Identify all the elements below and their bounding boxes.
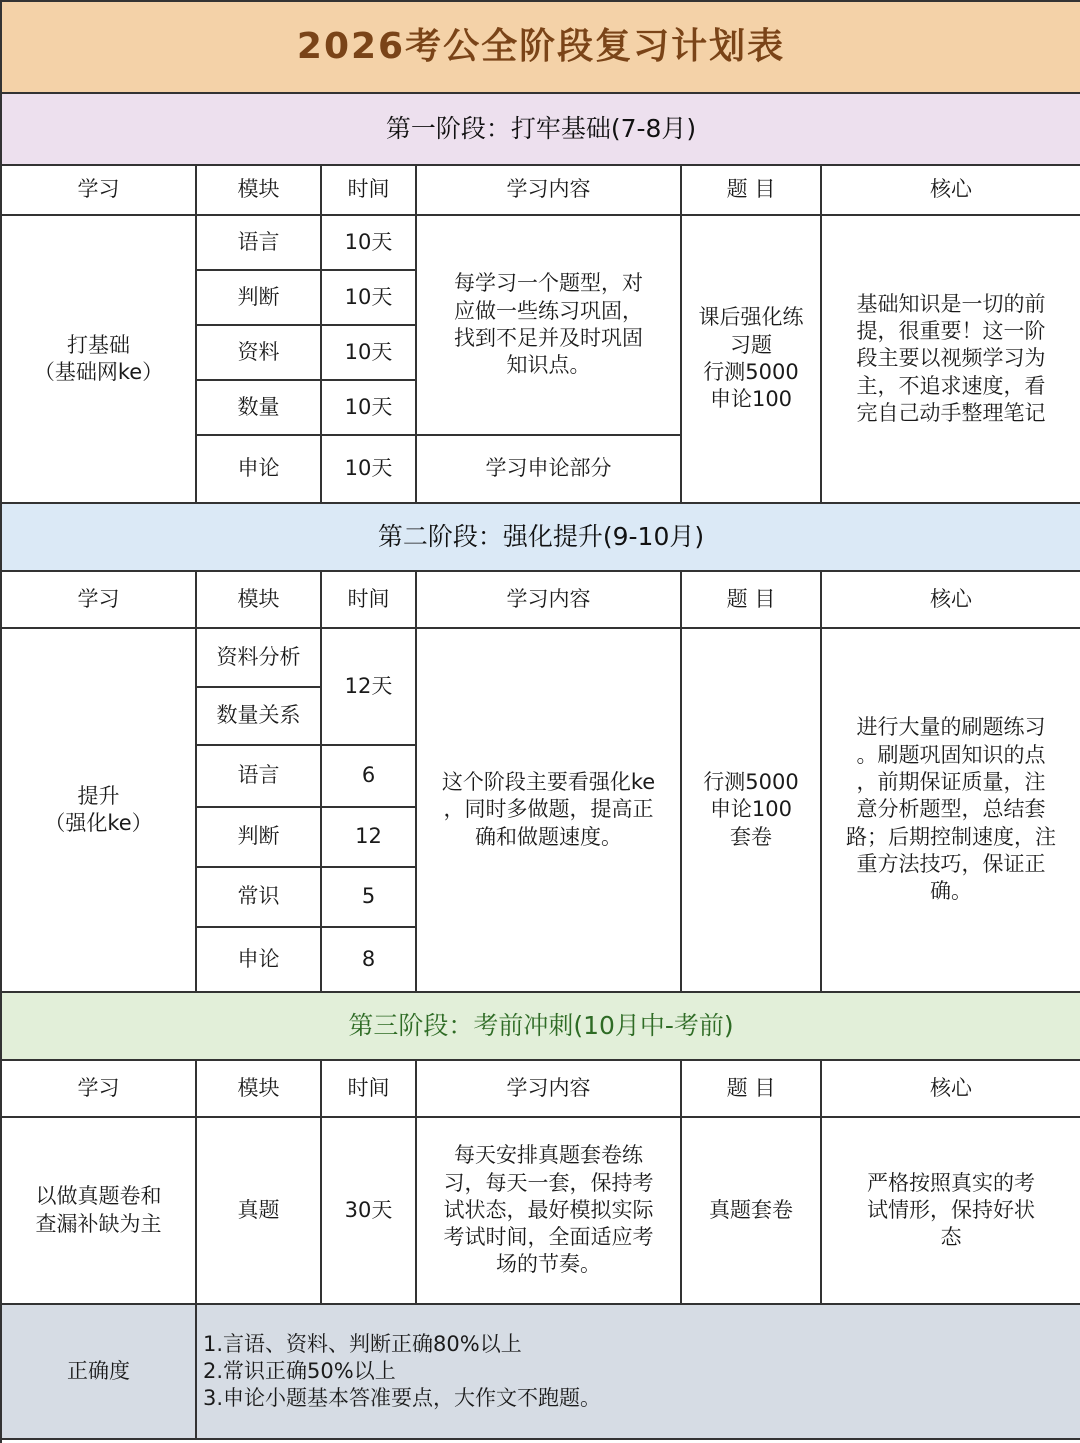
header-questions: 题 目 <box>682 166 822 216</box>
phase2-merged-time: 12天 <box>322 629 417 746</box>
phase1-time: 10天 <box>322 216 417 271</box>
phase1-time: 10天 <box>322 326 417 381</box>
phase2-core: 进行大量的刷题练习 。刷题巩固知识的点 ，前期保证质量，注 意分析题型，总结套 路；后期控制速度，注 重方法技巧，保证正 确。 <box>822 629 1080 993</box>
phase2-time: 8 <box>322 928 417 993</box>
page-title: 2026考公全阶段复习计划表 <box>2 2 1080 94</box>
phase2-module: 判断 <box>197 808 322 868</box>
header-content: 学习内容 <box>417 572 682 629</box>
header-study: 学习 <box>2 1061 197 1118</box>
header-time: 时间 <box>322 1061 417 1118</box>
phase1-module: 数量 <box>197 381 322 436</box>
phase1-module: 语言 <box>197 216 322 271</box>
header-time: 时间 <box>322 166 417 216</box>
header-core: 核心 <box>822 166 1080 216</box>
accuracy-targets: 1.言语、资料、判断正确80%以上 2.常识正确50%以上 3.申论小题基本答准要点，大作文不跑题。 <box>197 1305 1080 1440</box>
phase1-module: 判断 <box>197 271 322 326</box>
phase1-shenlun-content: 学习申论部分 <box>417 436 682 504</box>
phase1-study: 打基础 （基础网ke） <box>2 216 197 504</box>
phase1-time: 10天 <box>322 271 417 326</box>
phase3-core: 严格按照真实的考 试情形，保持好状 态 <box>822 1118 1080 1305</box>
header-core: 核心 <box>822 1061 1080 1118</box>
phase1-module: 申论 <box>197 436 322 504</box>
header-content: 学习内容 <box>417 166 682 216</box>
phase1-title: 第一阶段：打牢基础(7-8月) <box>2 94 1080 166</box>
phase3-module: 真题 <box>197 1118 322 1305</box>
header-core: 核心 <box>822 572 1080 629</box>
phase1-time: 10天 <box>322 381 417 436</box>
phase2-title: 第二阶段：强化提升(9-10月) <box>2 504 1080 572</box>
phase3-title: 第三阶段：考前冲刺(10月中-考前) <box>2 993 1080 1061</box>
header-module: 模块 <box>197 572 322 629</box>
phase2-questions: 行测5000 申论100 套卷 <box>682 629 822 993</box>
phase3-content: 每天安排真题套卷练 习，每天一套，保持考 试状态，最好模拟实际 考试时间，全面适应考 场的节奏。 <box>417 1118 682 1305</box>
header-questions: 题 目 <box>682 572 822 629</box>
phase1-time: 10天 <box>322 436 417 504</box>
phase3-questions: 真题套卷 <box>682 1118 822 1305</box>
header-study: 学习 <box>2 166 197 216</box>
accuracy-label: 正确度 <box>2 1305 197 1440</box>
phase2-module: 常识 <box>197 868 322 928</box>
phase2-time: 5 <box>322 868 417 928</box>
phase1-core: 基础知识是一切的前 提，很重要！这一阶 段主要以视频学习为 主，不追求速度，看 完自己动手整理笔记 <box>822 216 1080 504</box>
phase2-content: 这个阶段主要看强化ke ，同时多做题，提高正 确和做题速度。 <box>417 629 682 993</box>
phase2-time: 6 <box>322 746 417 808</box>
phase2-module: 数量关系 <box>197 688 322 746</box>
phase1-questions: 课后强化练 习题 行测5000 申论100 <box>682 216 822 504</box>
header-content: 学习内容 <box>417 1061 682 1118</box>
phase1-module: 资料 <box>197 326 322 381</box>
phase2-module: 语言 <box>197 746 322 808</box>
header-time: 时间 <box>322 572 417 629</box>
phase3-time: 30天 <box>322 1118 417 1305</box>
phase2-module: 申论 <box>197 928 322 993</box>
phase2-module: 资料分析 <box>197 629 322 688</box>
phase1-content: 每学习一个题型，对 应做一些练习巩固， 找到不足并及时巩固 知识点。 <box>417 216 682 436</box>
phase3-study: 以做真题卷和 查漏补缺为主 <box>2 1118 197 1305</box>
phase2-time: 12 <box>322 808 417 868</box>
header-module: 模块 <box>197 166 322 216</box>
header-questions: 题 目 <box>682 1061 822 1118</box>
header-module: 模块 <box>197 1061 322 1118</box>
phase2-study: 提升 （强化ke） <box>2 629 197 993</box>
header-study: 学习 <box>2 572 197 629</box>
